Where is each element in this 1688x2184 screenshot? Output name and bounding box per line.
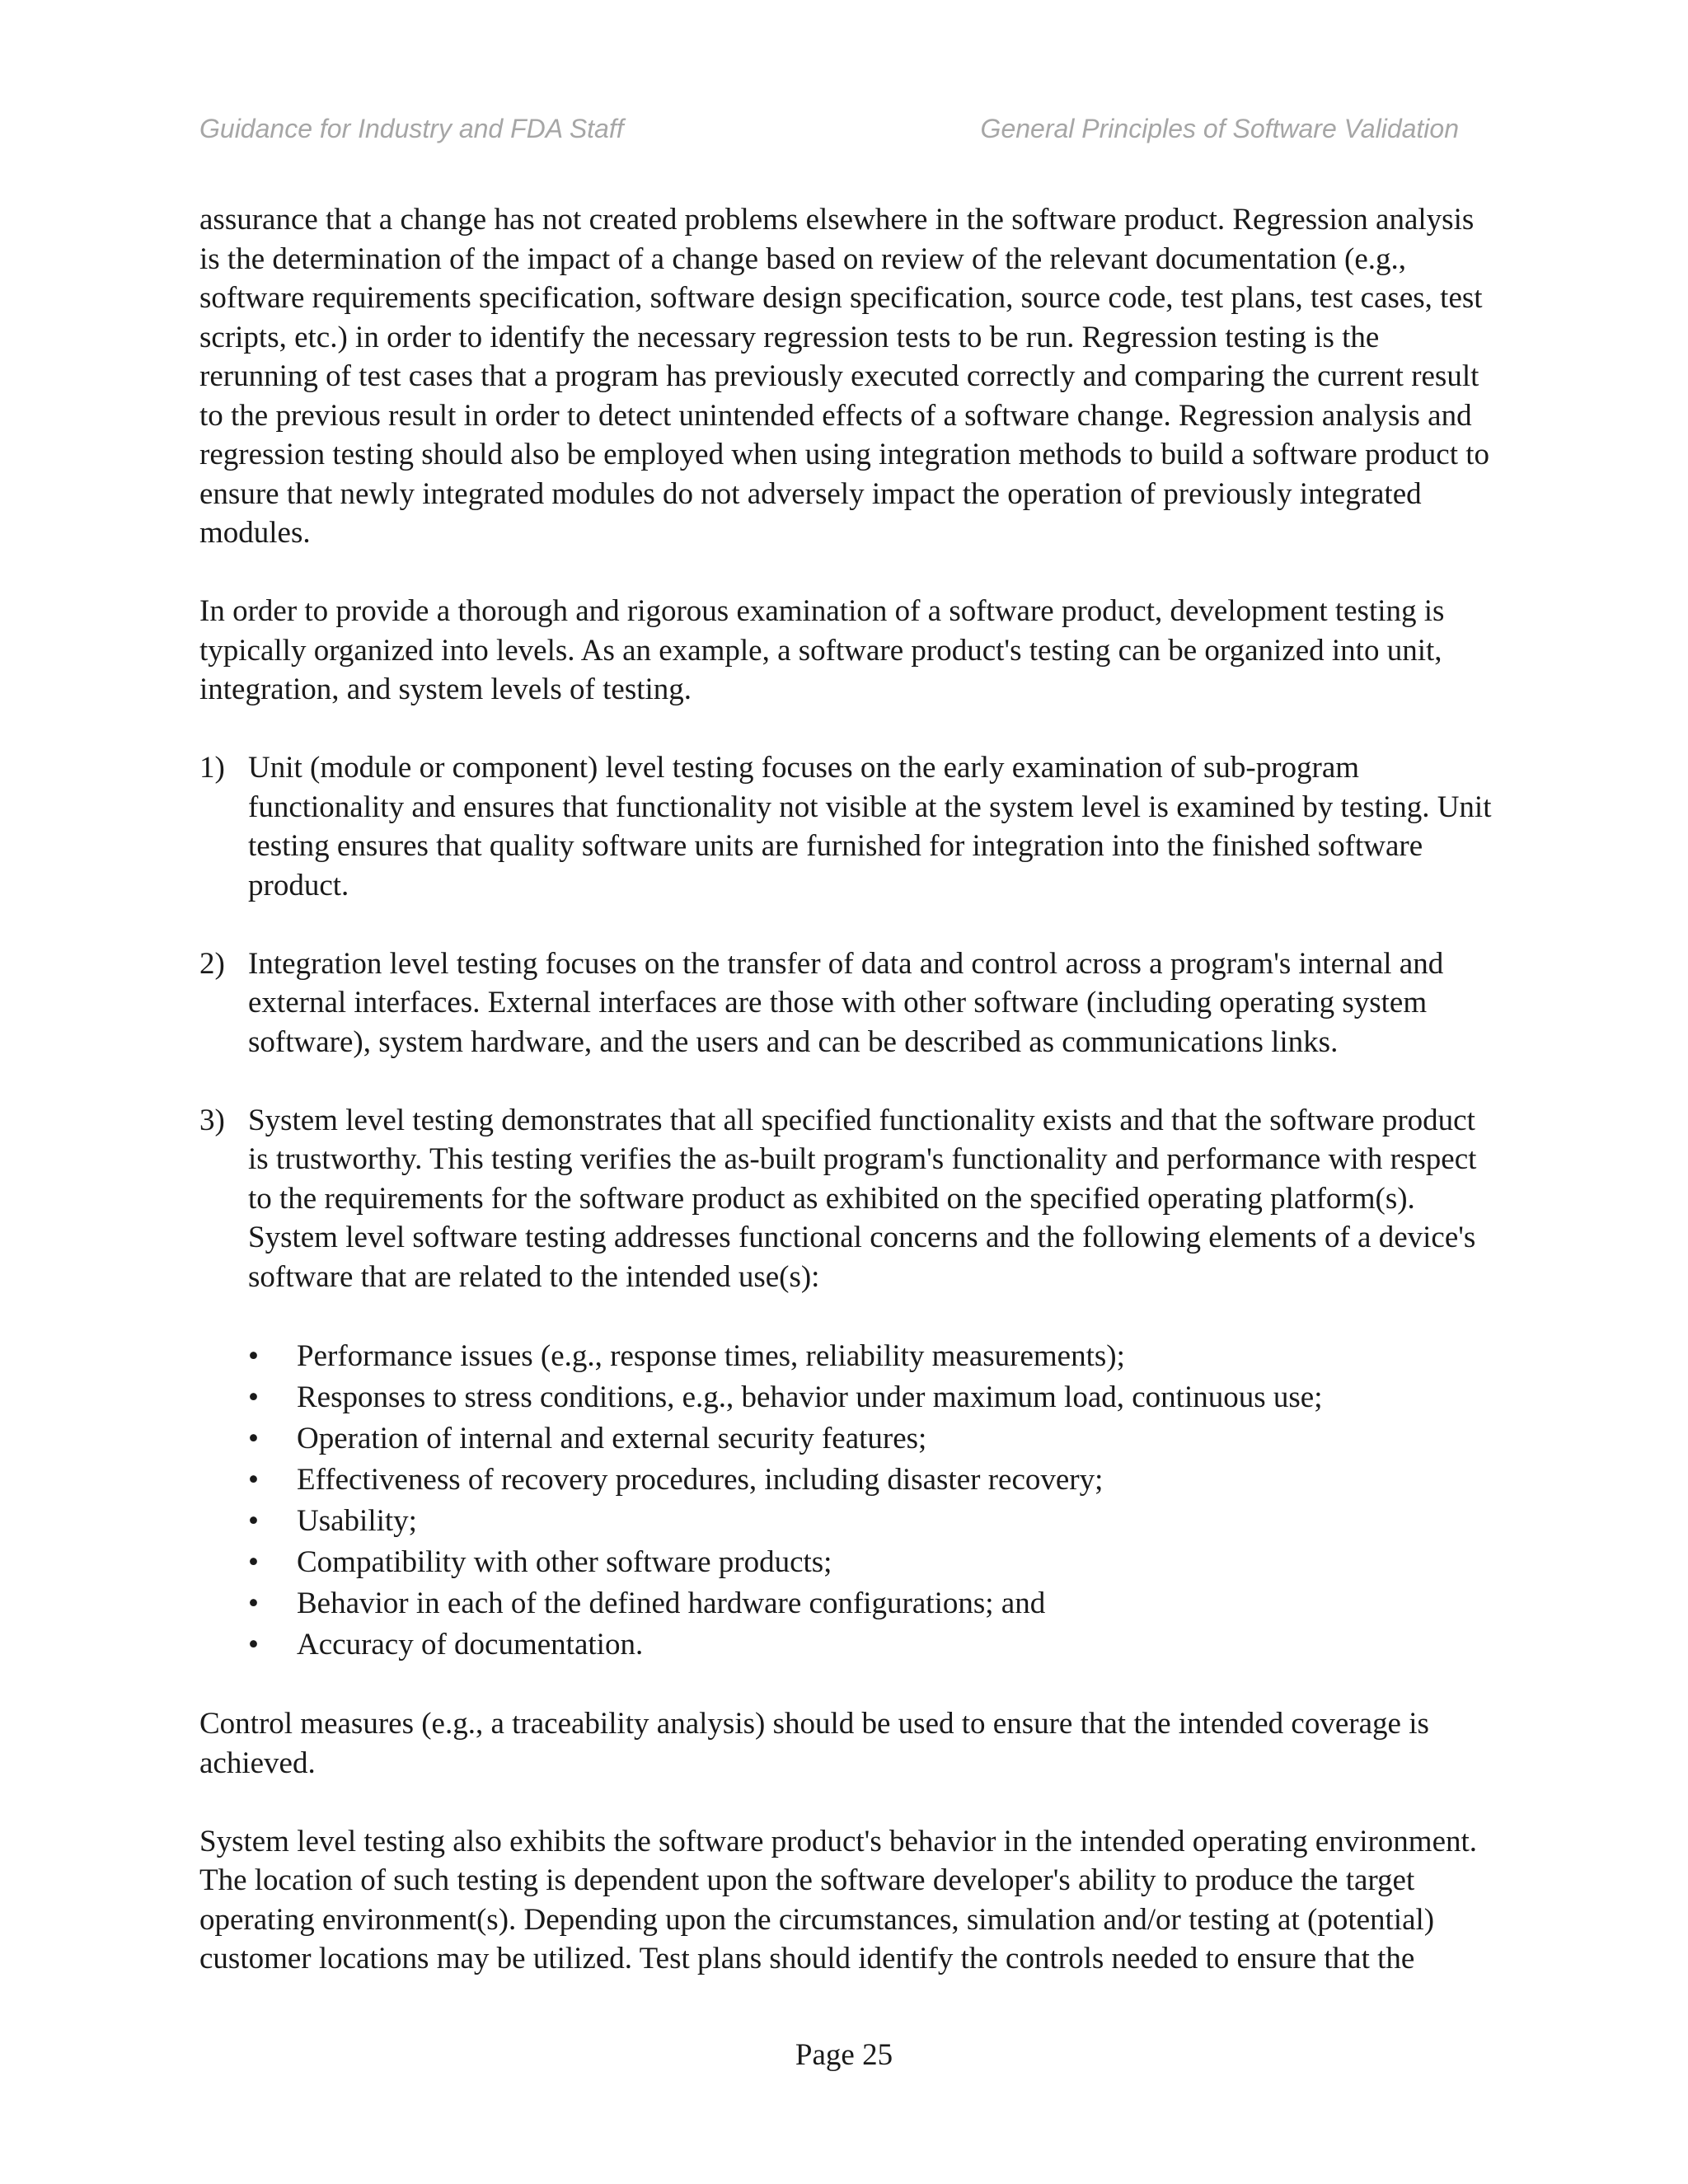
bullet-text: Usability;	[297, 1503, 417, 1538]
list-number: 2)	[199, 946, 225, 981]
system-testing-elements-list	[248, 1336, 1493, 1666]
bullet-item	[248, 1460, 1493, 1501]
bullet-icon: •	[248, 1544, 259, 1579]
bullet-icon: •	[248, 1462, 259, 1497]
list-item-unit-level	[199, 748, 1493, 905]
paragraph-control-measures: Control measures (e.g., a traceability analysis) should be used to ensure that the intended coverage is achieved.	[199, 1707, 1429, 1780]
bullet-icon: •	[248, 1586, 259, 1620]
bullet-text: Performance issues (e.g., response times, reliability measurements);	[297, 1338, 1125, 1373]
bullet-item	[248, 1501, 1493, 1542]
list-item-system-level	[199, 1101, 1493, 1297]
bullet-text: Compatibility with other software products;	[297, 1544, 832, 1579]
list-item-integration-level	[199, 944, 1493, 1062]
testing-levels-list	[199, 748, 1493, 1296]
bullet-item	[248, 1624, 1493, 1666]
paragraph-operating-environment: System level testing also exhibits the software product's behavior in the intended operating environment. The location of such testing is dependent upon the software developer's ability to produce the target operating environment(s). Depending upon the circumstances, simulation and/or testing at (potential) customer locations may be utilized. Test plans should identify the controls needed to ensure that the	[199, 1824, 1478, 1975]
running-header	[199, 110, 1459, 147]
bullet-text: Behavior in each of the defined hardware configurations; and	[297, 1586, 1046, 1620]
bullet-text: Accuracy of documentation.	[297, 1627, 644, 1661]
bullet-text: Operation of internal and external security features;	[297, 1421, 927, 1455]
list-number: 3)	[199, 1103, 225, 1137]
bullet-text: Responses to stress conditions, e.g., behavior under maximum load, continuous use;	[297, 1380, 1323, 1414]
paragraph-regression: assurance that a change has not created problems elsewhere in the software product. Regression analysis is the determination of the impact of a change based on review of the relevant documentation (e.g., software requirements specification, software design specification, source code, test plans, test cases, test scripts, etc.) in order to identify the necessary regression tests to be run. Regression testing is the rerunning of test cases that a program has previously executed correctly and comparing the current result to the previous result in order to detect unintended effects of a software change. Regression analysis and regression testing should also be employed when using integration methods to build a software product to ensure that newly integrated modules do not adversely impact the operation of previously integrated modules.	[199, 203, 1490, 550]
bullet-icon: •	[248, 1503, 259, 1538]
header-document-title: Guidance for Industry and FDA Staff	[199, 114, 624, 143]
list-item-text: System level testing demonstrates that all specified functionality exists and that the software product is trustworthy. This testing verifies the as-built program's functionality and performance with respect to the requirements for the software product as exhibited on the specified operating platform(s). System level software testing addresses functional concerns and the following elements of a device's software that are related to the intended use(s):	[248, 1103, 1477, 1294]
bullet-item	[248, 1377, 1493, 1418]
bullet-item	[248, 1583, 1493, 1624]
bullet-icon: •	[248, 1627, 259, 1661]
header-section-title: General Principles of Software Validation	[980, 114, 1459, 143]
bullet-item	[248, 1418, 1493, 1460]
bullet-icon: •	[248, 1380, 259, 1414]
bullet-item	[248, 1336, 1493, 1377]
bullet-item	[248, 1542, 1493, 1583]
bullet-text: Effectiveness of recovery procedures, including disaster recovery;	[297, 1462, 1104, 1497]
list-number: 1)	[199, 751, 225, 785]
bullet-icon: •	[248, 1338, 259, 1373]
list-item-text: Integration level testing focuses on the transfer of data and control across a program's internal and external interfaces. External interfaces are those with other software (including operating system software), system hardware, and the users and can be described as communications links.	[248, 946, 1444, 1059]
paragraph-testing-levels: In order to provide a thorough and rigorous examination of a software product, development testing is typically organized into levels. As an example, a software product's testing can be organized into unit, integration, and system levels of testing.	[199, 594, 1445, 706]
list-item-text: Unit (module or component) level testing focuses on the early examination of sub-program functionality and ensures that functionality not visible at the system level is examined by testing. Unit testing ensures that quality software units are furnished for integration into the finished software product.	[248, 751, 1492, 902]
document-body	[199, 200, 1493, 2018]
page-number: Page 25	[795, 2038, 893, 2072]
bullet-icon: •	[248, 1421, 259, 1455]
